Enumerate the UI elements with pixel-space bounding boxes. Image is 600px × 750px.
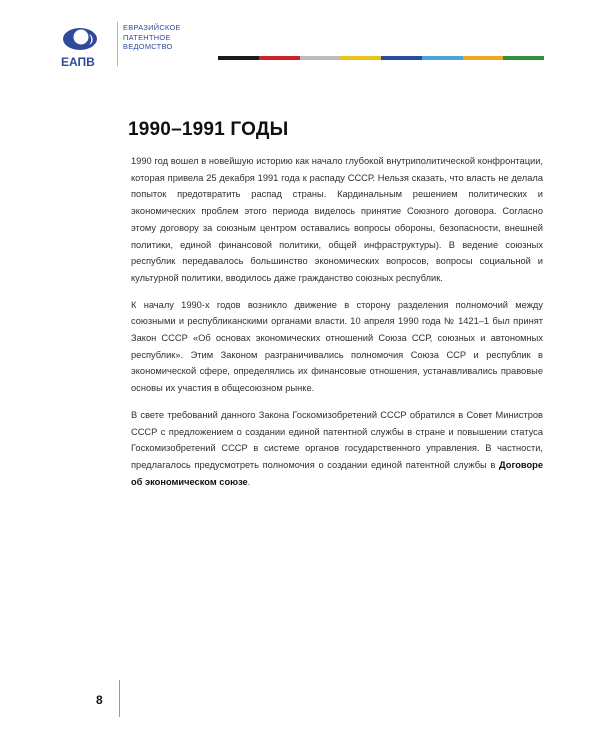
logo-divider [117, 22, 118, 66]
page-divider [119, 680, 120, 717]
logo-text: ЕАПВ [61, 55, 95, 69]
org-name-line: ЕВРАЗИЙСКОЕ [123, 23, 181, 32]
paragraph-text: В свете требований данного Закона Госкомизобретений СССР обратился в Совет Министров СССР с предложением о создании единой патентной службы в стране и повышении статуса Госкомизобретений СССР в системе органов государственного управления. В частности, предлагалось предусмотреть полномочия о создании единой патентной службы в [131, 409, 543, 470]
org-name-line: ВЕДОМСТВО [123, 42, 173, 52]
body-text [131, 153, 543, 500]
bold-term: Договоре об экономическом союзе [131, 459, 543, 487]
paragraph-tail: . [247, 476, 251, 487]
eapv-logo [58, 22, 110, 70]
org-name [123, 23, 181, 52]
color-stripe-segment [259, 56, 300, 60]
color-stripe-bar [218, 56, 544, 60]
org-name-line: ПАТЕНТНОЕ [123, 32, 171, 42]
eye-logo-icon [58, 22, 110, 70]
paragraph [131, 407, 543, 491]
color-stripe-segment [300, 56, 341, 60]
color-stripe-segment [340, 56, 381, 60]
page-title: 1990–1991 ГОДЫ [128, 119, 289, 140]
color-stripe-segment [463, 56, 504, 60]
paragraph: 1990 год вошел в новейшую историю как начало глубокой внутриполитической конфронтации, которая привела 25 декабря 1991 года к распаду СССР. Нельзя сказать, что власть не делала попыток предотвратить распад страны. Кардинальным решением политических и экономических проблем этого периода виделось принятие Союзного договора. Согласно этому договору за союзным центром оставались вопросы обороны, безопасности, внешней политики, единой финансовой политики, общей инфраструктуры). В ведение союзных республик передавалось большинство экономических вопросов, вопросы социальной и культурной политики, вводилось даже гражданство союзных республик. [131, 156, 543, 283]
paragraph: К началу 1990-х годов возникло движение в сторону разделения полномочий между союзными и республиканскими органами власти. 10 апреля 1990 года № 1421–1 был принят Закон СССР «Об основах экономических отношений Союза ССР, союзных и автономных республик». Этим Законом разграничивались полномочия Союза ССР и республик в экономической сфере, определялись их финансовые отношения, устанавливались правовые основы их участия в общесоюзном рынке. [131, 299, 543, 394]
color-stripe-segment [503, 56, 544, 60]
page-number: 8 [96, 693, 103, 707]
color-stripe-segment [218, 56, 259, 60]
color-stripe-segment [381, 56, 422, 60]
color-stripe-segment [422, 56, 463, 60]
